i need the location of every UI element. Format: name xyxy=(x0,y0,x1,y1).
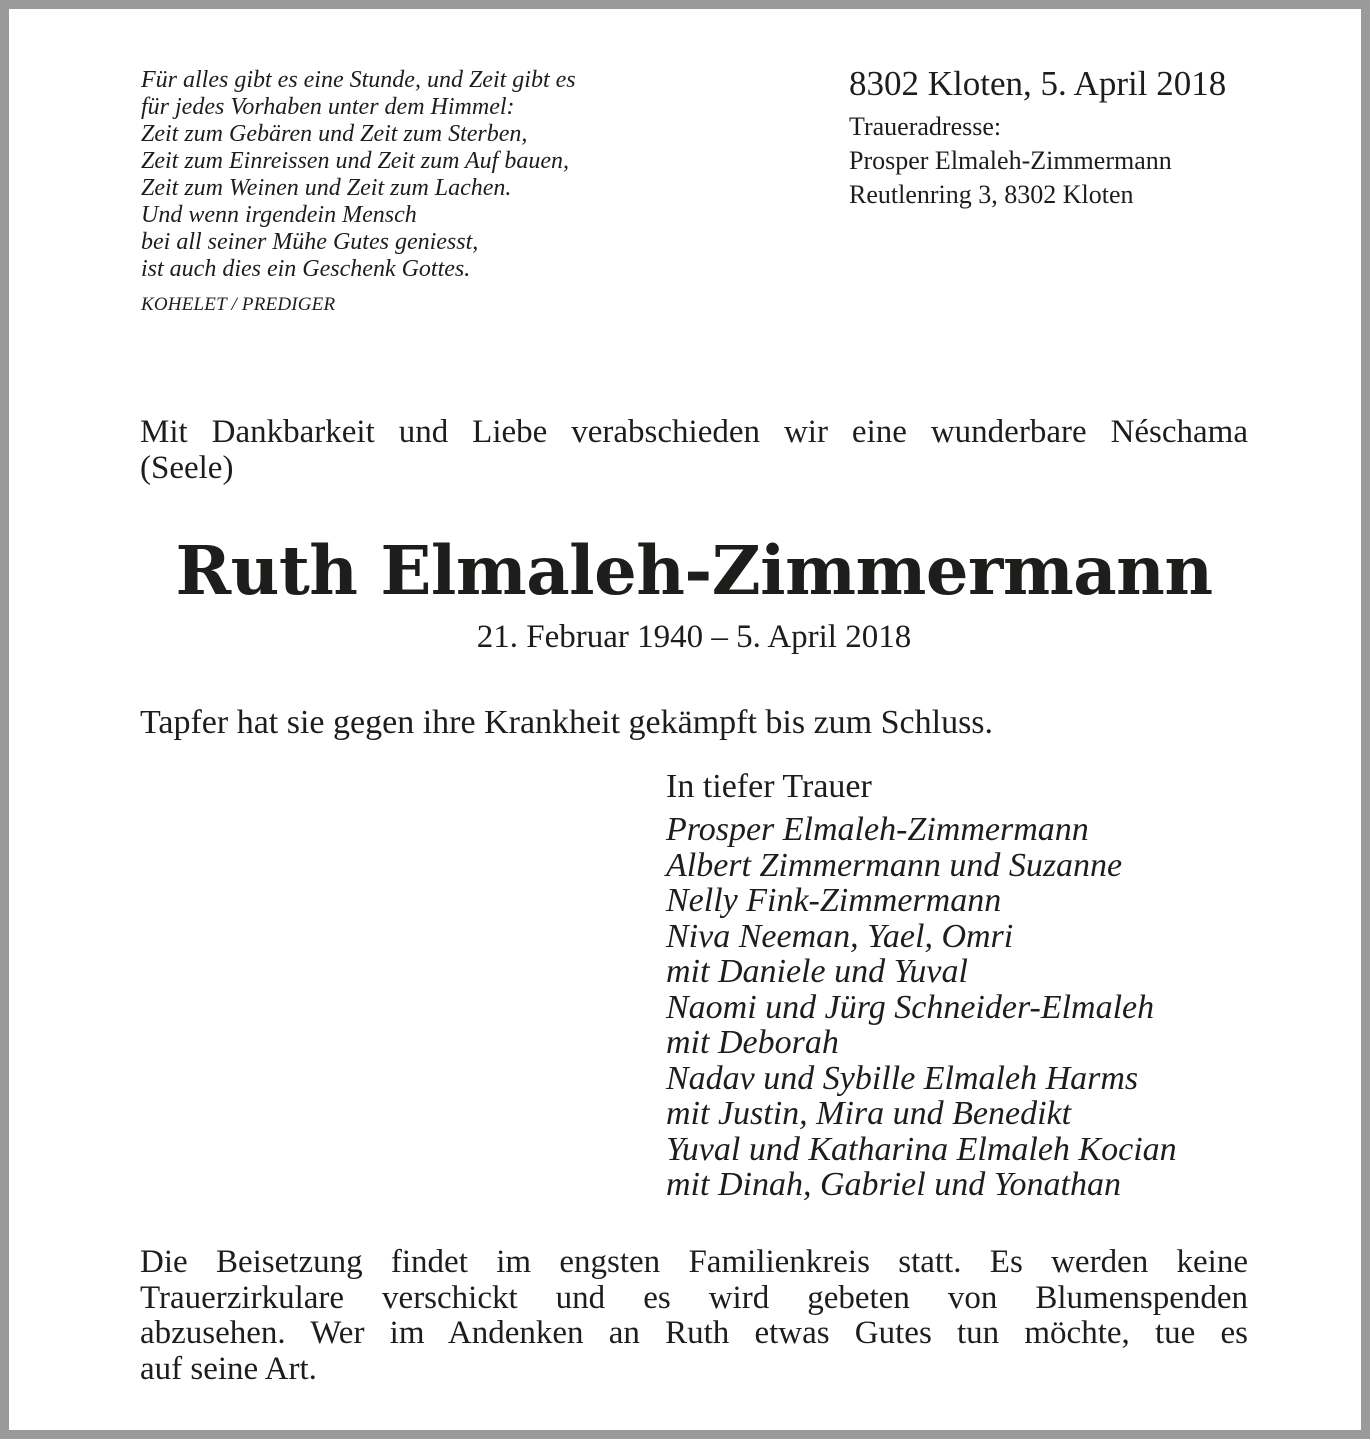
mourner-name: mit Dinah, Gabriel und Yonathan xyxy=(666,1166,1121,1203)
quote-line: Zeit zum Weinen und Zeit zum Lachen. xyxy=(141,175,512,201)
quote-line: Zeit zum Gebären und Zeit zum Sterben, xyxy=(141,121,528,147)
closing-line: abzusehen. Wer im Andenken an Ruth etwas Gutes tun möchte, tue es xyxy=(140,1315,1248,1351)
mourner-name: Nadav und Sybille Elmaleh Harms xyxy=(666,1059,1139,1097)
quote-line: ist auch dies ein Geschenk Gottes. xyxy=(141,256,471,282)
closing-line: Die Beisetzung findet im engsten Familienkreis statt. Es werden keine xyxy=(140,1244,1248,1280)
closing-line: auf seine Art. xyxy=(140,1350,317,1387)
mourner-name: Niva Neeman, Yael, Omri xyxy=(666,917,1014,955)
mourner-name: mit Deborah xyxy=(666,1024,839,1061)
brave-line: Tapfer hat sie gegen ihre Krankheit gekämpft bis zum Schluss. xyxy=(140,704,994,741)
mourner-name: mit Daniele und Yuval xyxy=(666,953,968,990)
life-dates: 21. Februar 1940 – 5. April 2018 xyxy=(476,619,912,655)
mourners-heading: In tiefer Trauer xyxy=(666,768,872,805)
deceased-name: Ruth Elmaleh-Zimmermann xyxy=(175,531,1213,610)
mourning-address xyxy=(849,110,1172,212)
address-name: Prosper Elmaleh-Zimmermann xyxy=(849,146,1172,175)
closing-text xyxy=(140,1245,1248,1387)
quote-line: Für alles gibt es eine Stunde, und Zeit gibt es xyxy=(141,67,576,93)
quote-line: bei all seiner Mühe Gutes geniesst, xyxy=(141,229,479,255)
mourners-list xyxy=(666,812,1177,1203)
address-street: Reutlenring 3, 8302 Kloten xyxy=(849,180,1134,209)
address-label: Traueradresse: xyxy=(849,112,1002,141)
quote-line: Zeit zum Einreissen und Zeit zum Auf bauen, xyxy=(141,148,569,174)
intro-text: Mit Dankbarkeit und Liebe verabschieden wir eine wunderbare Néschama (Seele) xyxy=(140,414,1248,486)
mourner-name: Yuval und Katharina Elmaleh Kocian xyxy=(666,1130,1177,1168)
quote-line: Und wenn irgendein Mensch xyxy=(141,202,417,228)
mourner-name: Nelly Fink-Zimmermann xyxy=(666,882,1002,919)
place-date: 8302 Kloten, 5. April 2018 xyxy=(849,64,1227,103)
mourner-name: mit Justin, Mira und Benedikt xyxy=(666,1095,1072,1132)
mourner-name: Albert Zimmermann und Suzanne xyxy=(666,846,1123,884)
quote-line: für jedes Vorhaben unter dem Himmel: xyxy=(141,94,515,120)
mourner-name: Prosper Elmaleh-Zimmermann xyxy=(666,811,1089,848)
closing-line: Trauerzirkulare verschickt und es wird gebeten von Blumenspenden xyxy=(140,1279,1248,1316)
mourner-name: Naomi und Jürg Schneider-Elmaleh xyxy=(666,988,1155,1026)
bible-quote xyxy=(141,67,701,283)
quote-source: KOHELET / PREDIGER xyxy=(141,294,336,315)
